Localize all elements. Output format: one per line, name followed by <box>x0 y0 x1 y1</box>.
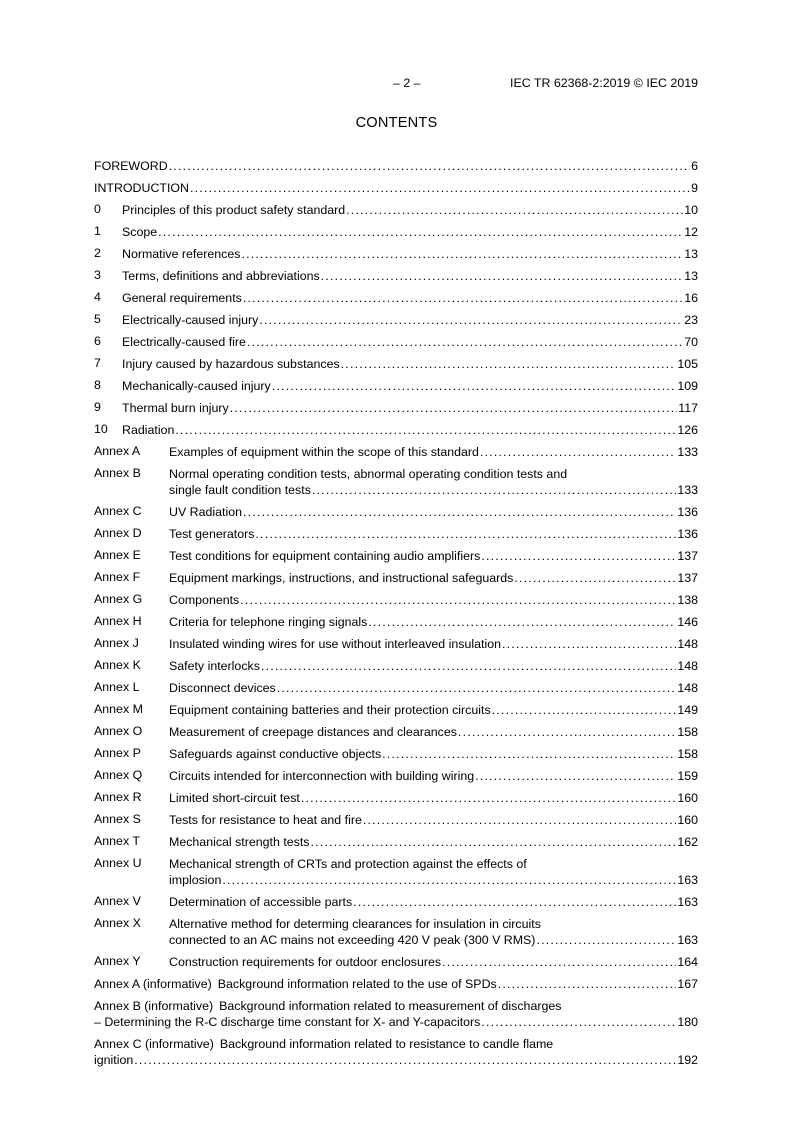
toc-annex-number: Annex Y <box>94 954 141 968</box>
toc-page-number: 137 <box>677 571 698 585</box>
toc-dot-leader <box>492 702 677 718</box>
toc-entry[interactable] <box>94 290 698 306</box>
toc-informative-entry[interactable] <box>94 998 698 1030</box>
toc-entry-line <box>169 466 698 482</box>
toc-page-number: 9 <box>691 181 698 195</box>
toc-dot-leader <box>243 290 683 306</box>
toc-section-number: 10 <box>94 422 108 436</box>
toc-page-number: 136 <box>677 505 698 519</box>
toc-entry-line <box>122 378 698 394</box>
toc-entry-body <box>169 444 698 460</box>
toc-entry-line <box>169 592 698 608</box>
toc-entry-line <box>122 422 698 438</box>
toc-entry-title: Tests for resistance to heat and fire <box>169 813 362 827</box>
toc-page-number: 160 <box>677 791 698 805</box>
toc-entry[interactable] <box>94 570 698 586</box>
toc-dot-leader <box>536 932 676 948</box>
toc-entry-title: implosion <box>169 873 222 887</box>
toc-dot-leader <box>363 812 676 828</box>
toc-annex-label: Annex C (informative) <box>94 1037 214 1051</box>
toc-entry-line <box>94 976 698 992</box>
toc-entry[interactable] <box>94 246 698 262</box>
toc-page-number: 148 <box>677 637 698 651</box>
toc-annex-number: Annex K <box>94 658 141 672</box>
toc-entry[interactable] <box>94 422 698 438</box>
toc-entry-body <box>122 202 698 218</box>
toc-annex-number: Annex V <box>94 894 141 908</box>
toc-entry-body <box>169 856 698 888</box>
toc-page-number: 167 <box>677 977 698 991</box>
page-number: – 2 – <box>393 76 421 90</box>
toc-dot-leader <box>514 570 676 586</box>
toc-section-number: 8 <box>94 378 101 392</box>
toc-entry-title: Injury caused by hazardous substances <box>122 357 340 371</box>
toc-page-number: 146 <box>677 615 698 629</box>
toc-page-number: 126 <box>677 423 698 437</box>
toc-section-number: 5 <box>94 312 101 326</box>
toc-dot-leader <box>247 334 683 350</box>
toc-entry-title: Terms, definitions and abbreviations <box>122 269 320 283</box>
toc-page-number: 133 <box>677 483 698 497</box>
toc-page-number: 10 <box>684 203 698 217</box>
toc-page-number: 163 <box>677 933 698 947</box>
toc-section-number: 7 <box>94 356 101 370</box>
toc-entry-title: Circuits intended for interconnection with building wiring <box>169 769 475 783</box>
toc-entry-body <box>122 422 698 438</box>
toc-entry[interactable] <box>94 746 698 762</box>
toc-entry-line <box>169 570 698 586</box>
toc-entry[interactable] <box>94 592 698 608</box>
toc-entry[interactable] <box>94 856 698 888</box>
toc-annex-number: Annex R <box>94 790 142 804</box>
toc-page-number: 158 <box>677 747 698 761</box>
toc-annex-number: Annex L <box>94 680 140 694</box>
toc-entry-line <box>94 158 698 174</box>
toc-entry-title: Determination of accessible parts <box>169 895 353 909</box>
toc-entry[interactable] <box>94 916 698 948</box>
toc-dot-leader <box>230 400 677 416</box>
toc-page-number: 16 <box>684 291 698 305</box>
toc-entry-body <box>169 548 698 564</box>
toc-entry-line <box>169 954 698 970</box>
toc-entry[interactable] <box>94 702 698 718</box>
toc-annex-number: Annex E <box>94 548 141 562</box>
toc-entry-first-line <box>94 998 698 1014</box>
toc-entry-title: Components <box>169 593 240 607</box>
toc-entry[interactable] <box>94 658 698 674</box>
toc-section-number: 4 <box>94 290 101 304</box>
toc-entry-title: UV Radiation <box>169 505 243 519</box>
toc-page-number: 158 <box>677 725 698 739</box>
toc-dot-leader <box>368 614 676 630</box>
toc-entry-body <box>169 592 698 608</box>
toc-entry-body <box>169 636 698 652</box>
toc-entry[interactable] <box>94 312 698 328</box>
toc-entry-title-first-line: Normal operating condition tests, abnormal operating condition tests and <box>169 467 568 481</box>
toc-entry-line <box>169 932 698 948</box>
toc-dot-leader <box>241 246 683 262</box>
toc-annex-label: Annex B (informative) <box>94 999 214 1013</box>
toc-page-number: 6 <box>691 159 698 173</box>
toc-entry-line <box>122 290 698 306</box>
toc-entry[interactable] <box>94 334 698 350</box>
toc-entry-title: Examples of equipment within the scope of this standard <box>169 445 479 459</box>
toc-entry-line <box>169 702 698 718</box>
toc-page-number: 149 <box>677 703 698 717</box>
toc-dot-leader <box>259 312 683 328</box>
toc-dot-leader <box>243 504 676 520</box>
toc-dot-leader <box>301 790 676 806</box>
toc-entry-body <box>169 658 698 674</box>
toc-page-number: 23 <box>684 313 698 327</box>
standard-reference: IEC TR 62368-2:2019 © IEC 2019 <box>510 76 698 90</box>
toc-entry-line <box>169 504 698 520</box>
toc-entry-body <box>122 224 698 240</box>
toc-entry[interactable] <box>94 636 698 652</box>
toc-entry-title-text: Background information related to the use of SPDs <box>217 977 497 991</box>
toc-entry-line <box>94 1014 698 1030</box>
toc-dot-leader <box>481 1014 676 1030</box>
toc-page-number: 163 <box>677 895 698 909</box>
toc-entry-line <box>169 894 698 910</box>
toc-entry-body <box>169 768 698 784</box>
toc-entry[interactable] <box>94 614 698 630</box>
toc-entry-title: Disconnect devices <box>169 681 276 695</box>
toc-entry-body <box>169 954 698 970</box>
toc-dot-leader <box>311 834 677 850</box>
toc-informative-entry[interactable] <box>94 1036 698 1068</box>
toc-entry-body <box>122 356 698 372</box>
toc-entry-body <box>169 834 698 850</box>
toc-dot-leader <box>382 746 676 762</box>
toc-annex-number: Annex A <box>94 444 141 458</box>
toc-page-number: 163 <box>677 873 698 887</box>
toc-dot-leader <box>498 976 677 992</box>
toc-entry-line <box>169 636 698 652</box>
toc-entry-line <box>169 790 698 806</box>
toc-annex-number: Annex B <box>94 466 141 480</box>
toc-entry-title: single fault condition tests <box>169 483 311 497</box>
toc-entry-title: General requirements <box>122 291 242 305</box>
toc-annex-number: Annex T <box>94 834 140 848</box>
toc-annex-number: Annex U <box>94 856 142 870</box>
toc-entry-line <box>169 724 698 740</box>
toc-informative-entry[interactable] <box>94 976 698 992</box>
toc-entry-body <box>169 894 698 910</box>
toc-entry[interactable] <box>94 466 698 498</box>
toc-entry-line <box>122 246 698 262</box>
toc-page-number: 164 <box>677 955 698 969</box>
toc-annex-number: Annex J <box>94 636 139 650</box>
toc-annex-number: Annex D <box>94 526 142 540</box>
toc-entry-body <box>122 400 698 416</box>
toc-annex-number: Annex X <box>94 916 141 930</box>
toc-entry-body <box>122 334 698 350</box>
toc-page-number: 117 <box>678 401 698 415</box>
toc-dot-leader <box>458 724 676 740</box>
table-of-contents <box>94 158 698 1074</box>
toc-entry-title: Equipment markings, instructions, and instructional safeguards <box>169 571 514 585</box>
toc-annex-number: Annex S <box>94 812 141 826</box>
toc-entry-title: Electrically-caused injury <box>122 313 259 327</box>
toc-entry-title: FOREWORD <box>94 159 168 173</box>
toc-annex-number: Annex C <box>94 504 142 518</box>
toc-entry[interactable] <box>94 224 698 240</box>
toc-entry-body <box>122 312 698 328</box>
toc-entry-body <box>122 378 698 394</box>
toc-entry-body <box>169 680 698 696</box>
toc-dot-leader <box>158 224 683 240</box>
toc-entry-title: Equipment containing batteries and their protection circuits <box>169 703 491 717</box>
toc-entry[interactable] <box>94 356 698 372</box>
toc-section-number: 6 <box>94 334 101 348</box>
toc-entry[interactable] <box>94 954 698 970</box>
toc-entry-line <box>169 658 698 674</box>
toc-page-number: 13 <box>684 269 698 283</box>
toc-section-number: 2 <box>94 246 101 260</box>
toc-entry-title: Insulated winding wires for use without interleaved insulation <box>169 637 501 651</box>
toc-page-number: 159 <box>677 769 698 783</box>
toc-entry-title: Radiation <box>122 423 175 437</box>
toc-entry[interactable] <box>94 812 698 828</box>
toc-entry-body <box>122 290 698 306</box>
toc-entry[interactable] <box>94 894 698 910</box>
toc-entry[interactable] <box>94 504 698 520</box>
toc-entry-first-line <box>94 1036 698 1052</box>
toc-page-number: 136 <box>677 527 698 541</box>
toc-dot-leader <box>442 954 676 970</box>
toc-page-number: 105 <box>677 357 698 371</box>
toc-dot-leader <box>502 636 676 652</box>
toc-entry-title: Scope <box>122 225 158 239</box>
toc-dot-leader <box>341 356 677 372</box>
toc-entry-title: Limited short-circuit test <box>169 791 300 805</box>
toc-entry-line <box>122 400 698 416</box>
toc-entry[interactable] <box>94 180 698 196</box>
toc-dot-leader <box>255 526 676 542</box>
toc-dot-leader <box>346 202 683 218</box>
toc-entry-line <box>122 334 698 350</box>
toc-entry[interactable] <box>94 378 698 394</box>
toc-entry-title-first-line: Background information related to measurement of discharges <box>219 999 562 1013</box>
toc-section-number: 1 <box>94 224 101 238</box>
toc-entry-body <box>169 504 698 520</box>
toc-annex-number: Annex H <box>94 614 142 628</box>
toc-entry-title: Electrically-caused fire <box>122 335 246 349</box>
toc-entry-line <box>169 548 698 564</box>
toc-entry-title: Safeguards against conductive objects <box>169 747 382 761</box>
toc-entry[interactable] <box>94 268 698 284</box>
toc-annex-number: Annex O <box>94 724 143 738</box>
toc-dot-leader <box>272 378 677 394</box>
toc-entry-body <box>169 526 698 542</box>
toc-entry-title <box>94 976 497 992</box>
toc-entry[interactable] <box>94 834 698 850</box>
toc-entry-title: Test generators <box>169 527 255 541</box>
toc-entry-body <box>169 916 698 948</box>
toc-entry-title: Thermal burn injury <box>122 401 229 415</box>
toc-entry-line <box>122 268 698 284</box>
toc-entry-title-first-line: Mechanical strength of CRTs and protection against the effects of <box>169 857 527 871</box>
toc-entry-title: Mechanically-caused injury <box>122 379 271 393</box>
toc-entry-body <box>122 246 698 262</box>
toc-entry-title-first-line: Alternative method for determing clearances for insulation in circuits <box>169 917 541 931</box>
toc-page-number: 133 <box>677 445 698 459</box>
toc-entry-line <box>122 202 698 218</box>
toc-entry[interactable] <box>94 548 698 564</box>
toc-entry-body <box>169 746 698 762</box>
toc-entry-body <box>169 570 698 586</box>
toc-dot-leader <box>475 768 676 784</box>
toc-annex-number: Annex P <box>94 746 141 760</box>
toc-entry-line <box>169 812 698 828</box>
toc-entry[interactable] <box>94 202 698 218</box>
toc-entry-line <box>169 746 698 762</box>
toc-entry-body <box>94 180 698 196</box>
toc-entry-line <box>169 526 698 542</box>
toc-dot-leader <box>277 680 677 696</box>
toc-entry-title: Test conditions for equipment containing audio amplifiers <box>169 549 481 563</box>
toc-entry-title: connected to an AC mains not exceeding 420 V peak (300 V RMS) <box>169 933 536 947</box>
toc-entry[interactable] <box>94 724 698 740</box>
toc-entry-body <box>122 268 698 284</box>
toc-entry-line <box>169 680 698 696</box>
toc-entry[interactable] <box>94 768 698 784</box>
toc-entry-line <box>169 614 698 630</box>
toc-dot-leader <box>134 1052 676 1068</box>
toc-annex-number: Annex G <box>94 592 143 606</box>
toc-dot-leader <box>353 894 676 910</box>
toc-entry[interactable] <box>94 790 698 806</box>
toc-entry-body <box>169 724 698 740</box>
toc-entry[interactable] <box>94 158 698 174</box>
toc-section-number: 0 <box>94 202 101 216</box>
toc-dot-leader <box>190 180 690 196</box>
toc-entry-line <box>169 482 698 498</box>
toc-entry-line <box>122 356 698 372</box>
toc-entry[interactable] <box>94 444 698 460</box>
toc-entry-line <box>169 768 698 784</box>
toc-dot-leader <box>261 658 676 674</box>
toc-page-number: 70 <box>684 335 698 349</box>
toc-entry-title: Mechanical strength tests <box>169 835 310 849</box>
toc-entry-line <box>94 1052 698 1068</box>
toc-dot-leader <box>321 268 684 284</box>
toc-annex-number: Annex F <box>94 570 141 584</box>
toc-entry-line <box>169 916 698 932</box>
toc-page-number: 148 <box>677 659 698 673</box>
toc-entry-title: ignition <box>94 1053 134 1067</box>
toc-entry-title: – Determining the R-C discharge time constant for X- and Y-capacitors <box>94 1015 481 1029</box>
toc-entry-body <box>94 158 698 174</box>
toc-page-number: 192 <box>677 1053 698 1067</box>
toc-dot-leader <box>481 548 676 564</box>
toc-entry-title: Measurement of creepage distances and clearances <box>169 725 457 739</box>
toc-page-number: 160 <box>677 813 698 827</box>
toc-entry-title: Safety interlocks <box>169 659 260 673</box>
toc-entry-title: Construction requirements for outdoor enclosures <box>169 955 442 969</box>
toc-annex-label: Annex A (informative) <box>94 977 212 991</box>
toc-page-number: 148 <box>677 681 698 695</box>
toc-page-number: 180 <box>677 1015 698 1029</box>
toc-dot-leader <box>175 422 676 438</box>
toc-entry-title: INTRODUCTION <box>94 181 189 195</box>
toc-entry[interactable] <box>94 526 698 542</box>
toc-annex-number: Annex M <box>94 702 143 716</box>
toc-dot-leader <box>312 482 676 498</box>
toc-entry-line <box>169 834 698 850</box>
toc-page-number: 12 <box>684 225 698 239</box>
toc-dot-leader <box>222 872 676 888</box>
toc-page-number: 13 <box>684 247 698 261</box>
toc-entry[interactable] <box>94 400 698 416</box>
toc-entry-line <box>169 856 698 872</box>
toc-section-number: 3 <box>94 268 101 282</box>
toc-entry-body <box>169 790 698 806</box>
toc-page-number: 109 <box>677 379 698 393</box>
toc-dot-leader <box>480 444 676 460</box>
toc-entry-body <box>169 614 698 630</box>
toc-entry-body <box>169 466 698 498</box>
toc-entry-body <box>169 812 698 828</box>
toc-entry-title-first-line: Background information related to resistance to candle flame <box>219 1037 554 1051</box>
toc-entry-line <box>94 180 698 196</box>
toc-dot-leader <box>169 158 690 174</box>
toc-page-number: 137 <box>677 549 698 563</box>
toc-entry-line <box>169 872 698 888</box>
toc-entry-title: Criteria for telephone ringing signals <box>169 615 368 629</box>
running-header <box>94 76 698 92</box>
toc-dot-leader <box>240 592 676 608</box>
toc-entry-line <box>122 312 698 328</box>
toc-entry-line <box>169 444 698 460</box>
toc-page-number: 138 <box>677 593 698 607</box>
toc-entry-title: Principles of this product safety standard <box>122 203 346 217</box>
toc-entry[interactable] <box>94 680 698 696</box>
toc-annex-number: Annex Q <box>94 768 143 782</box>
toc-entry-body <box>169 702 698 718</box>
toc-entry-title: Normative references <box>122 247 241 261</box>
toc-entry-line <box>122 224 698 240</box>
toc-section-number: 9 <box>94 400 101 414</box>
page-title: CONTENTS <box>355 115 438 131</box>
toc-page-number: 162 <box>677 835 698 849</box>
